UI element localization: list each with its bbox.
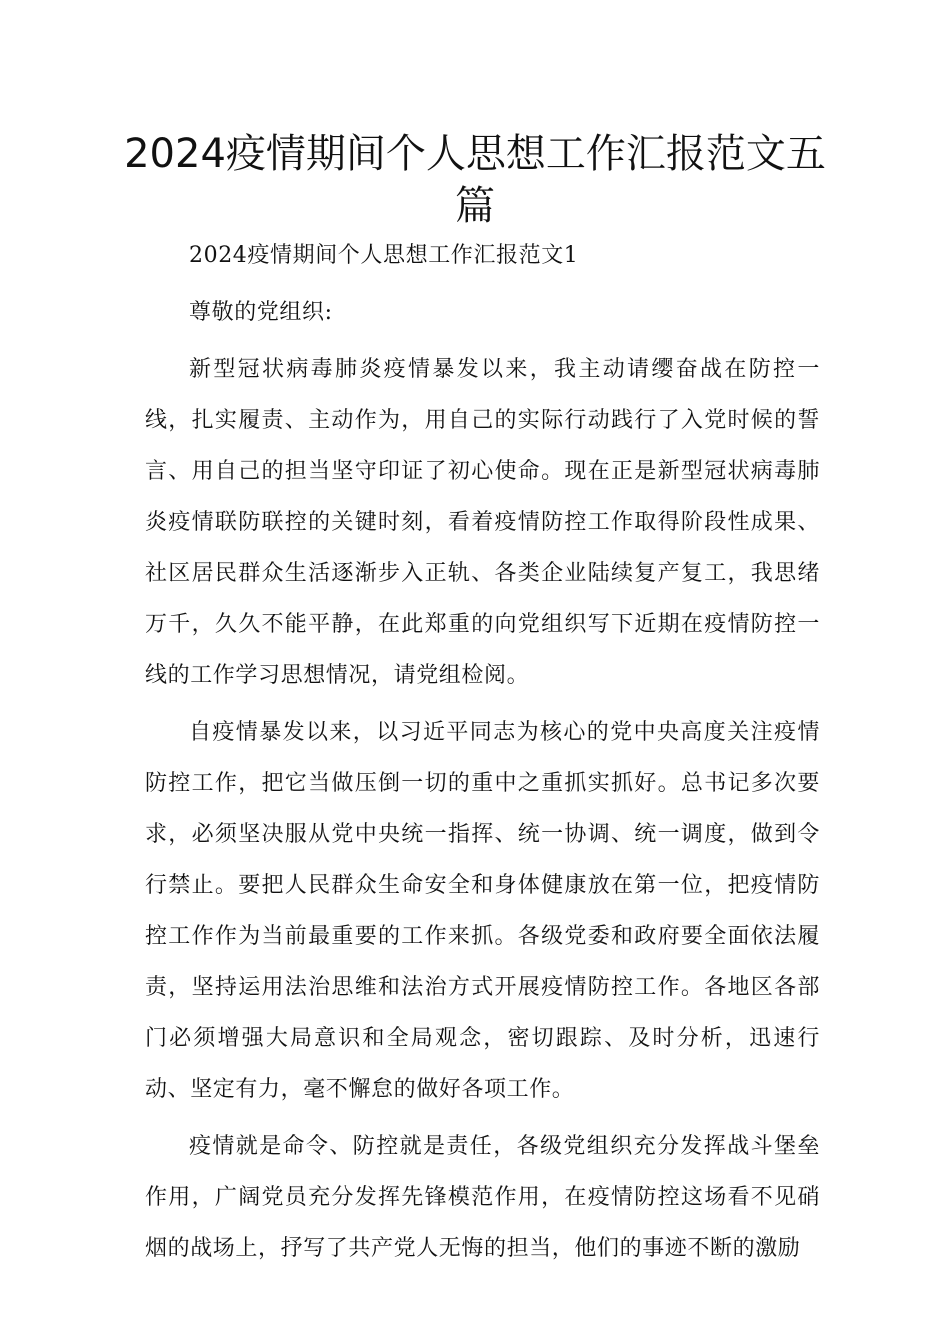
body-paragraph-1: 新型冠状病毒肺炎疫情暴发以来，我主动请缨奋战在防控一线，扎实履责、主动作为，用自己的实际行动践行了入党时候的誓言、用自己的担当坚守印证了初心使命。现在正是新型冠状病毒肺炎疫情联防联控的关键时刻，看着疫情防控工作取得阶段性成果、社区居民群众生活逐渐步入正轨、各类企业陆续复产复工，我思绪万千，久久不能平静，在此郑重的向党组织写下近期在疫情防控一线的工作学习思想情况，请党组检阅。 [145, 357, 820, 688]
document-subtitle: 2024疫情期间个人思想工作汇报范文1 [189, 243, 579, 268]
body-paragraph-2: 自疫情暴发以来，以习近平同志为核心的党中央高度关注疫情防控工作，把它当做压倒一切的重中之重抓实抓好。总书记多次要求，必须坚决服从党中央统一指挥、统一协调、统一调度，做到令行禁止。要把人民群众生命安全和身体健康放在第一位，把疫情防控工作作为当前最重要的工作来抓。各级党委和政府要全面依法履责，坚持运用法治思维和法治方式开展疫情防控工作。各地区各部门必须增强大局意识和全局观念，密切跟踪、及时分析，迅速行动、坚定有力，毫不懈怠的做好各项工作。 [145, 720, 820, 1102]
document-title: 2024疫情期间个人思想工作汇报范文五篇 [124, 131, 826, 229]
salutation: 尊敬的党组织: [189, 300, 333, 325]
body-paragraph-3: 疫情就是命令、防控就是责任，各级党组织充分发挥战斗堡垒作用，广阔党员充分发挥先锋模范作用，在疫情防控这场看不见硝烟的战场上，抒写了共产党人无悔的担当，他们的事迹不断的激励 [145, 1134, 820, 1261]
document-body [145, 230, 820, 1274]
